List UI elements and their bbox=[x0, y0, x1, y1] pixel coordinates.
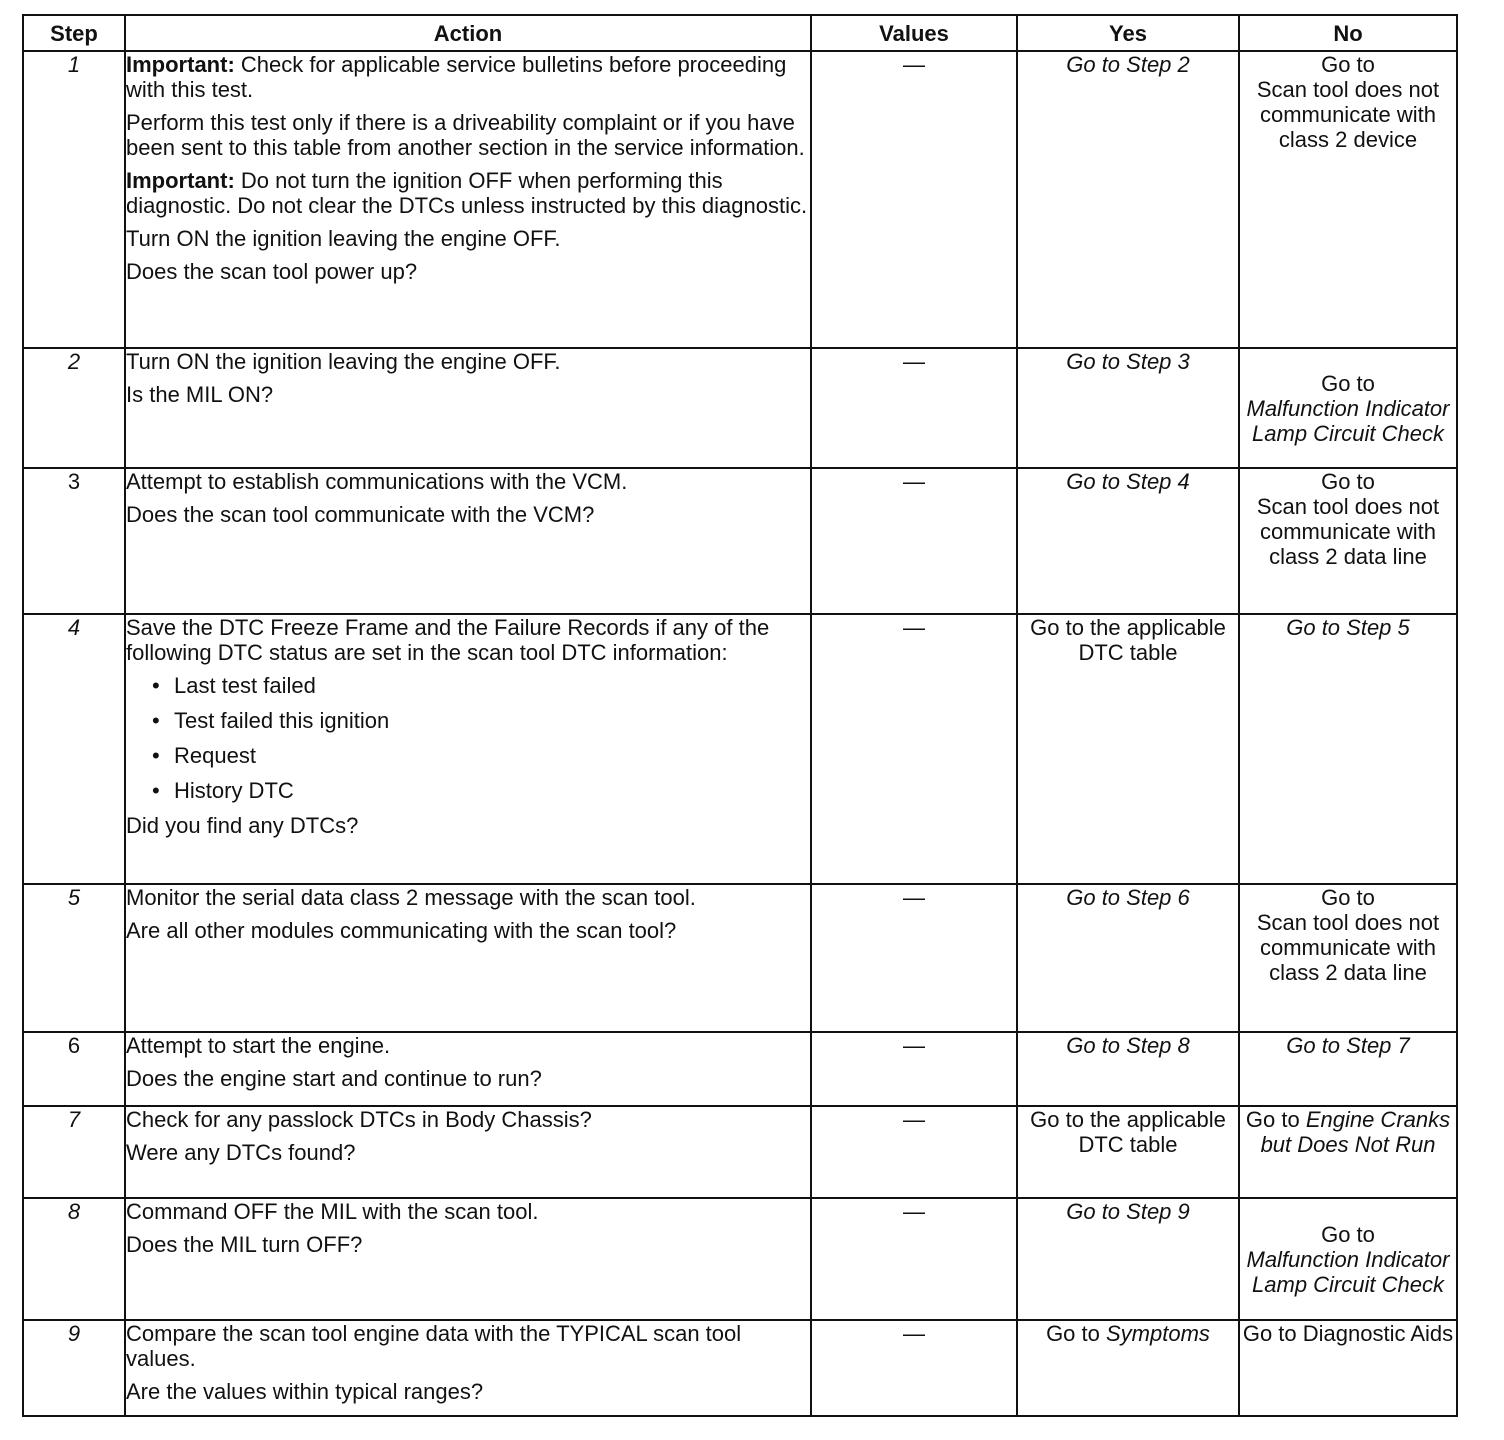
no-cell: Go to Malfunction Indicator Lamp Circuit Check bbox=[1239, 1198, 1457, 1320]
action-question: Did you find any DTCs? bbox=[126, 813, 359, 838]
action-question: Is the MIL ON? bbox=[126, 382, 274, 407]
yes-cell: Go to Step 6 bbox=[1017, 884, 1239, 1032]
action-question: Does the scan tool communicate with the VCM? bbox=[126, 502, 595, 527]
list-item: • Request bbox=[174, 743, 810, 768]
header-yes: Yes bbox=[1017, 15, 1239, 51]
action-cell bbox=[125, 1198, 811, 1320]
action-question: Are all other modules communicating with the scan tool? bbox=[126, 918, 677, 943]
action-cell bbox=[125, 1320, 811, 1416]
values-cell: — bbox=[811, 1106, 1017, 1198]
action-cell: Important: Check for applicable service bulletins before proceeding with this test. Perform this test only if there is a driveability complaint or if you have been sent to this table from another section in the service information. Important: Do not turn the ignition OFF when performing this diagnostic. Do not clear the DTCs unless instructed by this diagnostic. Turn ON the ignition leaving the engine OFF. Does the scan tool power up? bbox=[125, 51, 811, 348]
action-text: Compare the scan tool engine data with the TYPICAL scan tool values. bbox=[126, 1321, 742, 1371]
no-cell: Go to Engine Cranks but Does Not Run bbox=[1239, 1106, 1457, 1198]
action-cell bbox=[125, 468, 811, 614]
values-cell: — bbox=[811, 1198, 1017, 1320]
action-text: Save the DTC Freeze Frame and the Failure Records if any of the following DTC status are set in the scan tool DTC information: bbox=[126, 615, 770, 665]
action-cell bbox=[125, 348, 811, 468]
action-text: Check for any passlock DTCs in Body Chassis? bbox=[126, 1107, 592, 1132]
step-number: 4 bbox=[23, 614, 125, 884]
action-question: Does the engine start and continue to run? bbox=[126, 1066, 542, 1091]
yes-cell: Go to Step 8 bbox=[1017, 1032, 1239, 1106]
step-number: 2 bbox=[23, 348, 125, 468]
header-step: Step bbox=[23, 15, 125, 51]
yes-cell: Go to Step 2 bbox=[1017, 51, 1239, 348]
values-cell: — bbox=[811, 1320, 1017, 1416]
step-number: 5 bbox=[23, 884, 125, 1032]
action-text: Attempt to establish communications with the VCM. bbox=[126, 469, 628, 494]
values-cell: — bbox=[811, 614, 1017, 884]
action-text: Turn ON the ignition leaving the engine OFF. bbox=[126, 226, 561, 251]
action-cell bbox=[125, 884, 811, 1032]
values-cell: — bbox=[811, 348, 1017, 468]
step-number: 1 bbox=[23, 51, 125, 348]
important-label: Important: bbox=[126, 52, 235, 77]
table-row-step-8 bbox=[23, 1198, 1457, 1320]
action-text: Command OFF the MIL with the scan tool. bbox=[126, 1199, 539, 1224]
action-text: Monitor the serial data class 2 message with the scan tool. bbox=[126, 885, 696, 910]
table-row-step-7 bbox=[23, 1106, 1457, 1198]
list-item: • Test failed this ignition bbox=[174, 708, 810, 733]
values-cell: — bbox=[811, 468, 1017, 614]
values-cell: — bbox=[811, 1032, 1017, 1106]
no-cell: Go to Step 5 bbox=[1239, 614, 1457, 884]
table-row-step-3 bbox=[23, 468, 1457, 614]
yes-cell: Go to Step 9 bbox=[1017, 1198, 1239, 1320]
action-question: Were any DTCs found? bbox=[126, 1140, 356, 1165]
action-text: Turn ON the ignition leaving the engine OFF. bbox=[126, 349, 561, 374]
step-number: 6 bbox=[23, 1032, 125, 1106]
list-item: • Last test failed bbox=[174, 673, 810, 698]
action-cell bbox=[125, 1106, 811, 1198]
no-cell: Go to Diagnostic Aids bbox=[1239, 1320, 1457, 1416]
action-cell bbox=[125, 614, 811, 884]
action-cell bbox=[125, 1032, 811, 1106]
no-cell: Go to Malfunction Indicator Lamp Circuit Check bbox=[1239, 348, 1457, 468]
yes-cell: Go to the applicable DTC table bbox=[1017, 1106, 1239, 1198]
yes-cell: Go to Step 3 bbox=[1017, 348, 1239, 468]
diagnostic-table bbox=[22, 14, 1458, 1417]
table-row-step-6 bbox=[23, 1032, 1457, 1106]
table-row-step-1 bbox=[23, 51, 1457, 348]
table-header-row bbox=[23, 15, 1457, 51]
yes-cell: Go to Step 4 bbox=[1017, 468, 1239, 614]
yes-cell: Go to the applicable DTC table bbox=[1017, 614, 1239, 884]
yes-cell: Go to Symptoms bbox=[1017, 1320, 1239, 1416]
no-cell: Go to Step 7 bbox=[1239, 1032, 1457, 1106]
no-cell: Go to Scan tool does not communicate with class 2 device bbox=[1239, 51, 1457, 348]
action-text: Attempt to start the engine. bbox=[126, 1033, 391, 1058]
step-number: 3 bbox=[23, 468, 125, 614]
important-label: Important: bbox=[126, 168, 235, 193]
table-row-step-9 bbox=[23, 1320, 1457, 1416]
values-cell: — bbox=[811, 884, 1017, 1032]
header-no: No bbox=[1239, 15, 1457, 51]
list-item: • History DTC bbox=[174, 778, 810, 803]
action-question: Are the values within typical ranges? bbox=[126, 1379, 484, 1404]
header-action: Action bbox=[125, 15, 811, 51]
header-values: Values bbox=[811, 15, 1017, 51]
action-question: Does the scan tool power up? bbox=[126, 259, 418, 284]
step-number: 9 bbox=[23, 1320, 125, 1416]
table-row-step-4 bbox=[23, 614, 1457, 884]
action-text: Perform this test only if there is a driveability complaint or if you have been sent to this table from another section in the service information. bbox=[126, 110, 805, 160]
action-question: Does the MIL turn OFF? bbox=[126, 1232, 363, 1257]
step-number: 7 bbox=[23, 1106, 125, 1198]
table-row-step-2 bbox=[23, 348, 1457, 468]
values-cell: — bbox=[811, 51, 1017, 348]
no-cell: Go to Scan tool does not communicate with class 2 data line bbox=[1239, 468, 1457, 614]
no-cell: Go to Scan tool does not communicate with class 2 data line bbox=[1239, 884, 1457, 1032]
dtc-status-list bbox=[126, 673, 810, 803]
step-number: 8 bbox=[23, 1198, 125, 1320]
table-row-step-5 bbox=[23, 884, 1457, 1032]
